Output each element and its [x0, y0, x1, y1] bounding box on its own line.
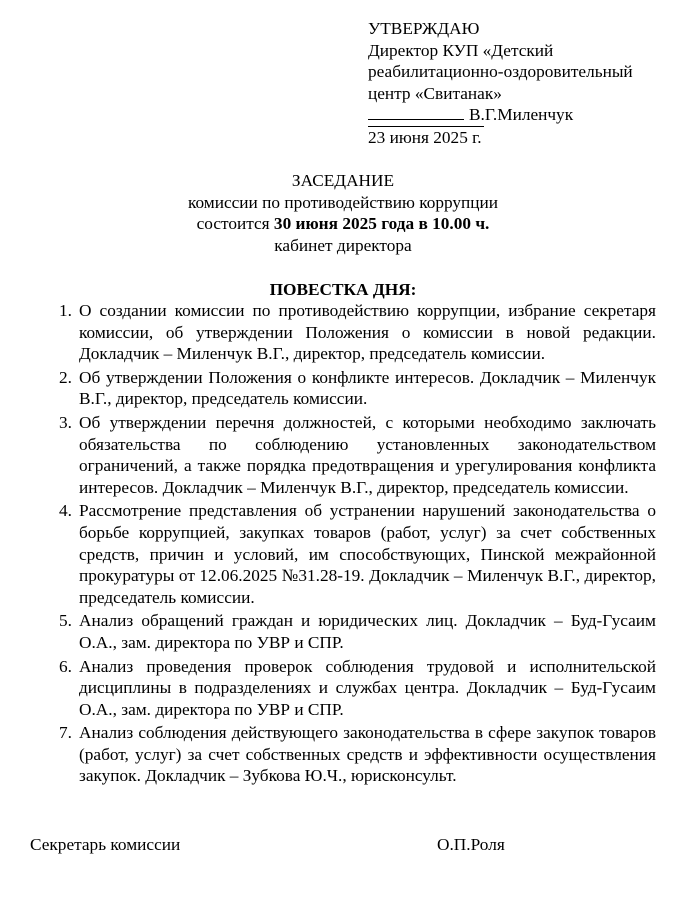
approval-date-row: [368, 126, 668, 149]
approval-signature-row: [368, 104, 668, 126]
agenda-item: [50, 300, 656, 365]
secretary-label: Секретарь комиссии: [30, 835, 181, 854]
agenda-item-text: Анализ обращений граждан и юридических лиц. Докладчик – Буд-Гусаим О.А., зам. директора по УВР и СПР.: [79, 611, 656, 652]
agenda-item: [50, 722, 656, 787]
meeting-when: [0, 213, 686, 235]
agenda-item-text: Об утверждении Положения о конфликте интересов. Докладчик – Миленчук В.Г., директор, председатель комиссии.: [79, 367, 656, 409]
agenda-item-text: О создании комиссии по противодействию коррупции, избрание секретаря комиссии, об утверждении Положения о комиссии в новой редакции. Докладчик – Миленчук В.Г., директор, председатель комиссии.: [79, 301, 656, 364]
agenda-item: [50, 412, 656, 498]
agenda-item: [50, 367, 656, 410]
approval-position-line-1: Директор КУП «Детский: [368, 40, 554, 60]
agenda-item-text: Об утверждении перечня должностей, с которыми необходимо заключать обязательства по соблюдению установленных законодательством ограничений, а также порядка предотвращения и урегулирования конфликта интересов. Докладчик – Миленчук В.Г., директор, председатель комиссии.: [79, 412, 656, 497]
agenda-heading: ПОВЕСТКА ДНЯ:: [269, 280, 417, 299]
approval-position-line-3: центр «Свитанак»: [368, 83, 502, 103]
signature-line: [368, 104, 464, 120]
agenda-list: [50, 300, 656, 789]
approval-signer: В.Г.Миленчук: [469, 105, 574, 125]
agenda-item-number: 6.: [59, 656, 72, 676]
agenda-item-number: 3.: [59, 412, 72, 432]
agenda-item-text: Рассмотрение представления об устранении нарушений законодательства о борьбе коррупцией, закупках товаров (работ, услуг) за счет собственных средств, причин и условий, им способствующих, Пинской межрайонной прокуратуры от 12.06.2025 №31.28-19. Докладчик – Миленчук В.Г., директор, председатель комиссии.: [79, 501, 656, 607]
meeting-block: [0, 170, 686, 256]
agenda-item-text: Анализ проведения проверок соблюдения трудовой и исполнительской дисциплины в подразделениях и службах центра. Докладчик – Буд-Гусаим О.А., зам. директора по УВР и СПР.: [79, 656, 656, 719]
meeting-place: кабинет директора: [274, 235, 412, 255]
meeting-subtitle: комиссии по противодействию коррупции: [187, 192, 499, 212]
meeting-when-prefix: состоится: [196, 214, 274, 234]
meeting-title: ЗАСЕДАНИЕ: [291, 171, 395, 190]
agenda-item-number: 1.: [59, 301, 72, 320]
agenda-item: [50, 610, 656, 653]
approval-date: 23 июня 2025 г.: [368, 127, 482, 147]
agenda-item: [50, 500, 656, 608]
agenda-item-text: Анализ соблюдения действующего законодательства в сфере закупок товаров (работ, услуг) за счет собственных средств и эффективности осуществления закупок. Докладчик – Зубкова Ю.Ч., юрисконсульт.: [79, 723, 656, 786]
agenda-item-number: 5.: [59, 611, 72, 631]
agenda-item-number: 2.: [59, 367, 72, 387]
approval-heading: УТВЕРЖДАЮ: [368, 19, 480, 38]
agenda-item-number: 7.: [59, 723, 72, 743]
approval-position-line-2: реабилитационно-оздоровительный: [368, 62, 633, 82]
agenda-item-number: 4.: [59, 501, 72, 521]
secretary-name: О.П.Роля: [437, 835, 505, 854]
meeting-when-date: 30 июня 2025 года в 10.00 ч.: [273, 214, 490, 234]
approval-block: [368, 18, 668, 149]
agenda-item: [50, 656, 656, 721]
